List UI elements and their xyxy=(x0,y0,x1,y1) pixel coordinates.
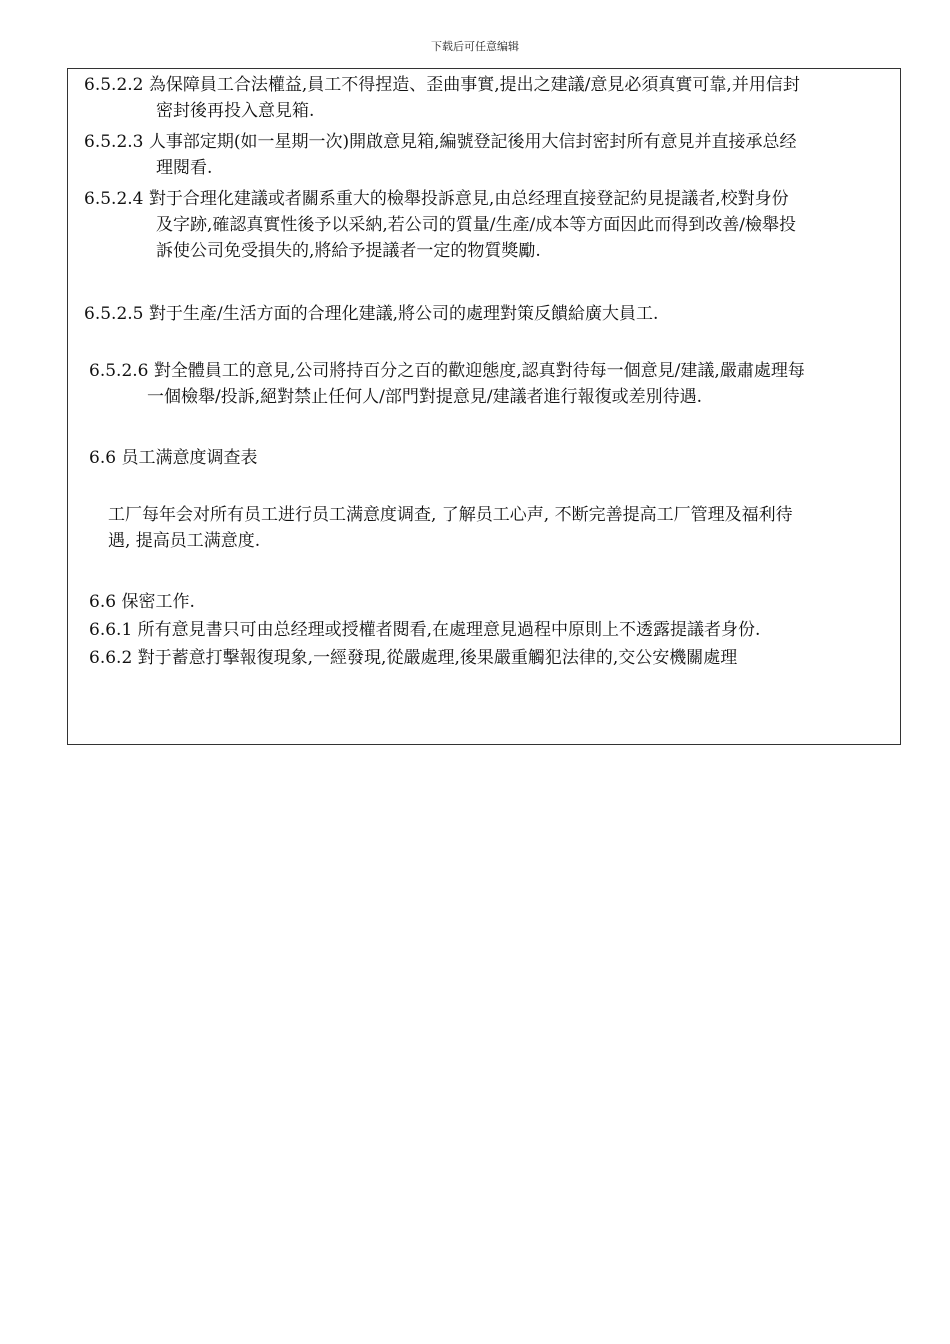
clause-line: 6.5.2.4 對于合理化建議或者關系重大的檢舉投訴意見,由总经理直接登記約見提議者,校對身份 xyxy=(84,189,789,209)
clause-6-5-2-2 xyxy=(84,72,884,124)
section-6-6-confidential xyxy=(89,589,195,615)
clause-6-5-2-6 xyxy=(89,358,889,410)
clause-line: 6.5.2.2 為保障員工合法權益,員工不得捏造、歪曲事實,提出之建議/意見必須真實可靠,并用信封 xyxy=(84,75,800,95)
clause-6-6-2 xyxy=(89,645,737,671)
clause-6-5-2-3 xyxy=(84,129,884,181)
clause-6-5-2-4 xyxy=(84,186,884,264)
content-box xyxy=(67,68,901,745)
clause-line: 理閱看. xyxy=(156,158,213,178)
clause-line: 6.5.2.3 人事部定期(如一星期一次)開啟意見箱,編號登記後用大信封密封所有意見并直接承总经 xyxy=(84,132,797,152)
clause-line: 6.5.2.6 對全體員工的意見,公司將持百分之百的歡迎態度,認真對待每一個意見/建議,嚴肅處理每 xyxy=(89,361,805,381)
paragraph-line: 遇, 提高员工满意度. xyxy=(108,531,261,551)
survey-paragraph xyxy=(108,502,888,554)
clause-6-5-2-5 xyxy=(84,301,884,327)
paragraph-line: 工厂每年会对所有员工进行员工满意度调查, 了解员工心声, 不断完善提高工厂管理及福利待 xyxy=(108,505,793,525)
section-6-6-survey xyxy=(89,445,257,471)
section-heading: 6.6 员工满意度调查表 xyxy=(89,448,258,468)
clause-line: 訴使公司免受損失的,將給予提議者一定的物質獎勵. xyxy=(156,241,541,261)
clause-line: 6.5.2.5 對于生產/生活方面的合理化建議,將公司的處理對策反饋給廣大員工. xyxy=(84,304,659,324)
page-header: 下载后可任意编辑 xyxy=(431,40,519,53)
clause-line: 及字跡,確認真實性後予以采納,若公司的質量/生產/成本等方面因此而得到改善/檢舉投 xyxy=(156,215,796,235)
clause-line: 6.6.1 所有意見書只可由总经理或授權者閱看,在處理意見過程中原則上不透露提議者身份. xyxy=(89,620,761,640)
clause-line: 一個檢舉/投訴,絕對禁止任何人/部門對提意見/建議者進行報復或差別待遇. xyxy=(147,387,702,407)
clause-line: 密封後再投入意見箱. xyxy=(156,101,315,121)
section-heading: 6.6 保密工作. xyxy=(89,592,195,612)
clause-6-6-1 xyxy=(89,617,760,643)
clause-line: 6.6.2 對于蓄意打擊報復現象,一經發現,從嚴處理,後果嚴重觸犯法律的,交公安機關處理 xyxy=(89,648,738,668)
